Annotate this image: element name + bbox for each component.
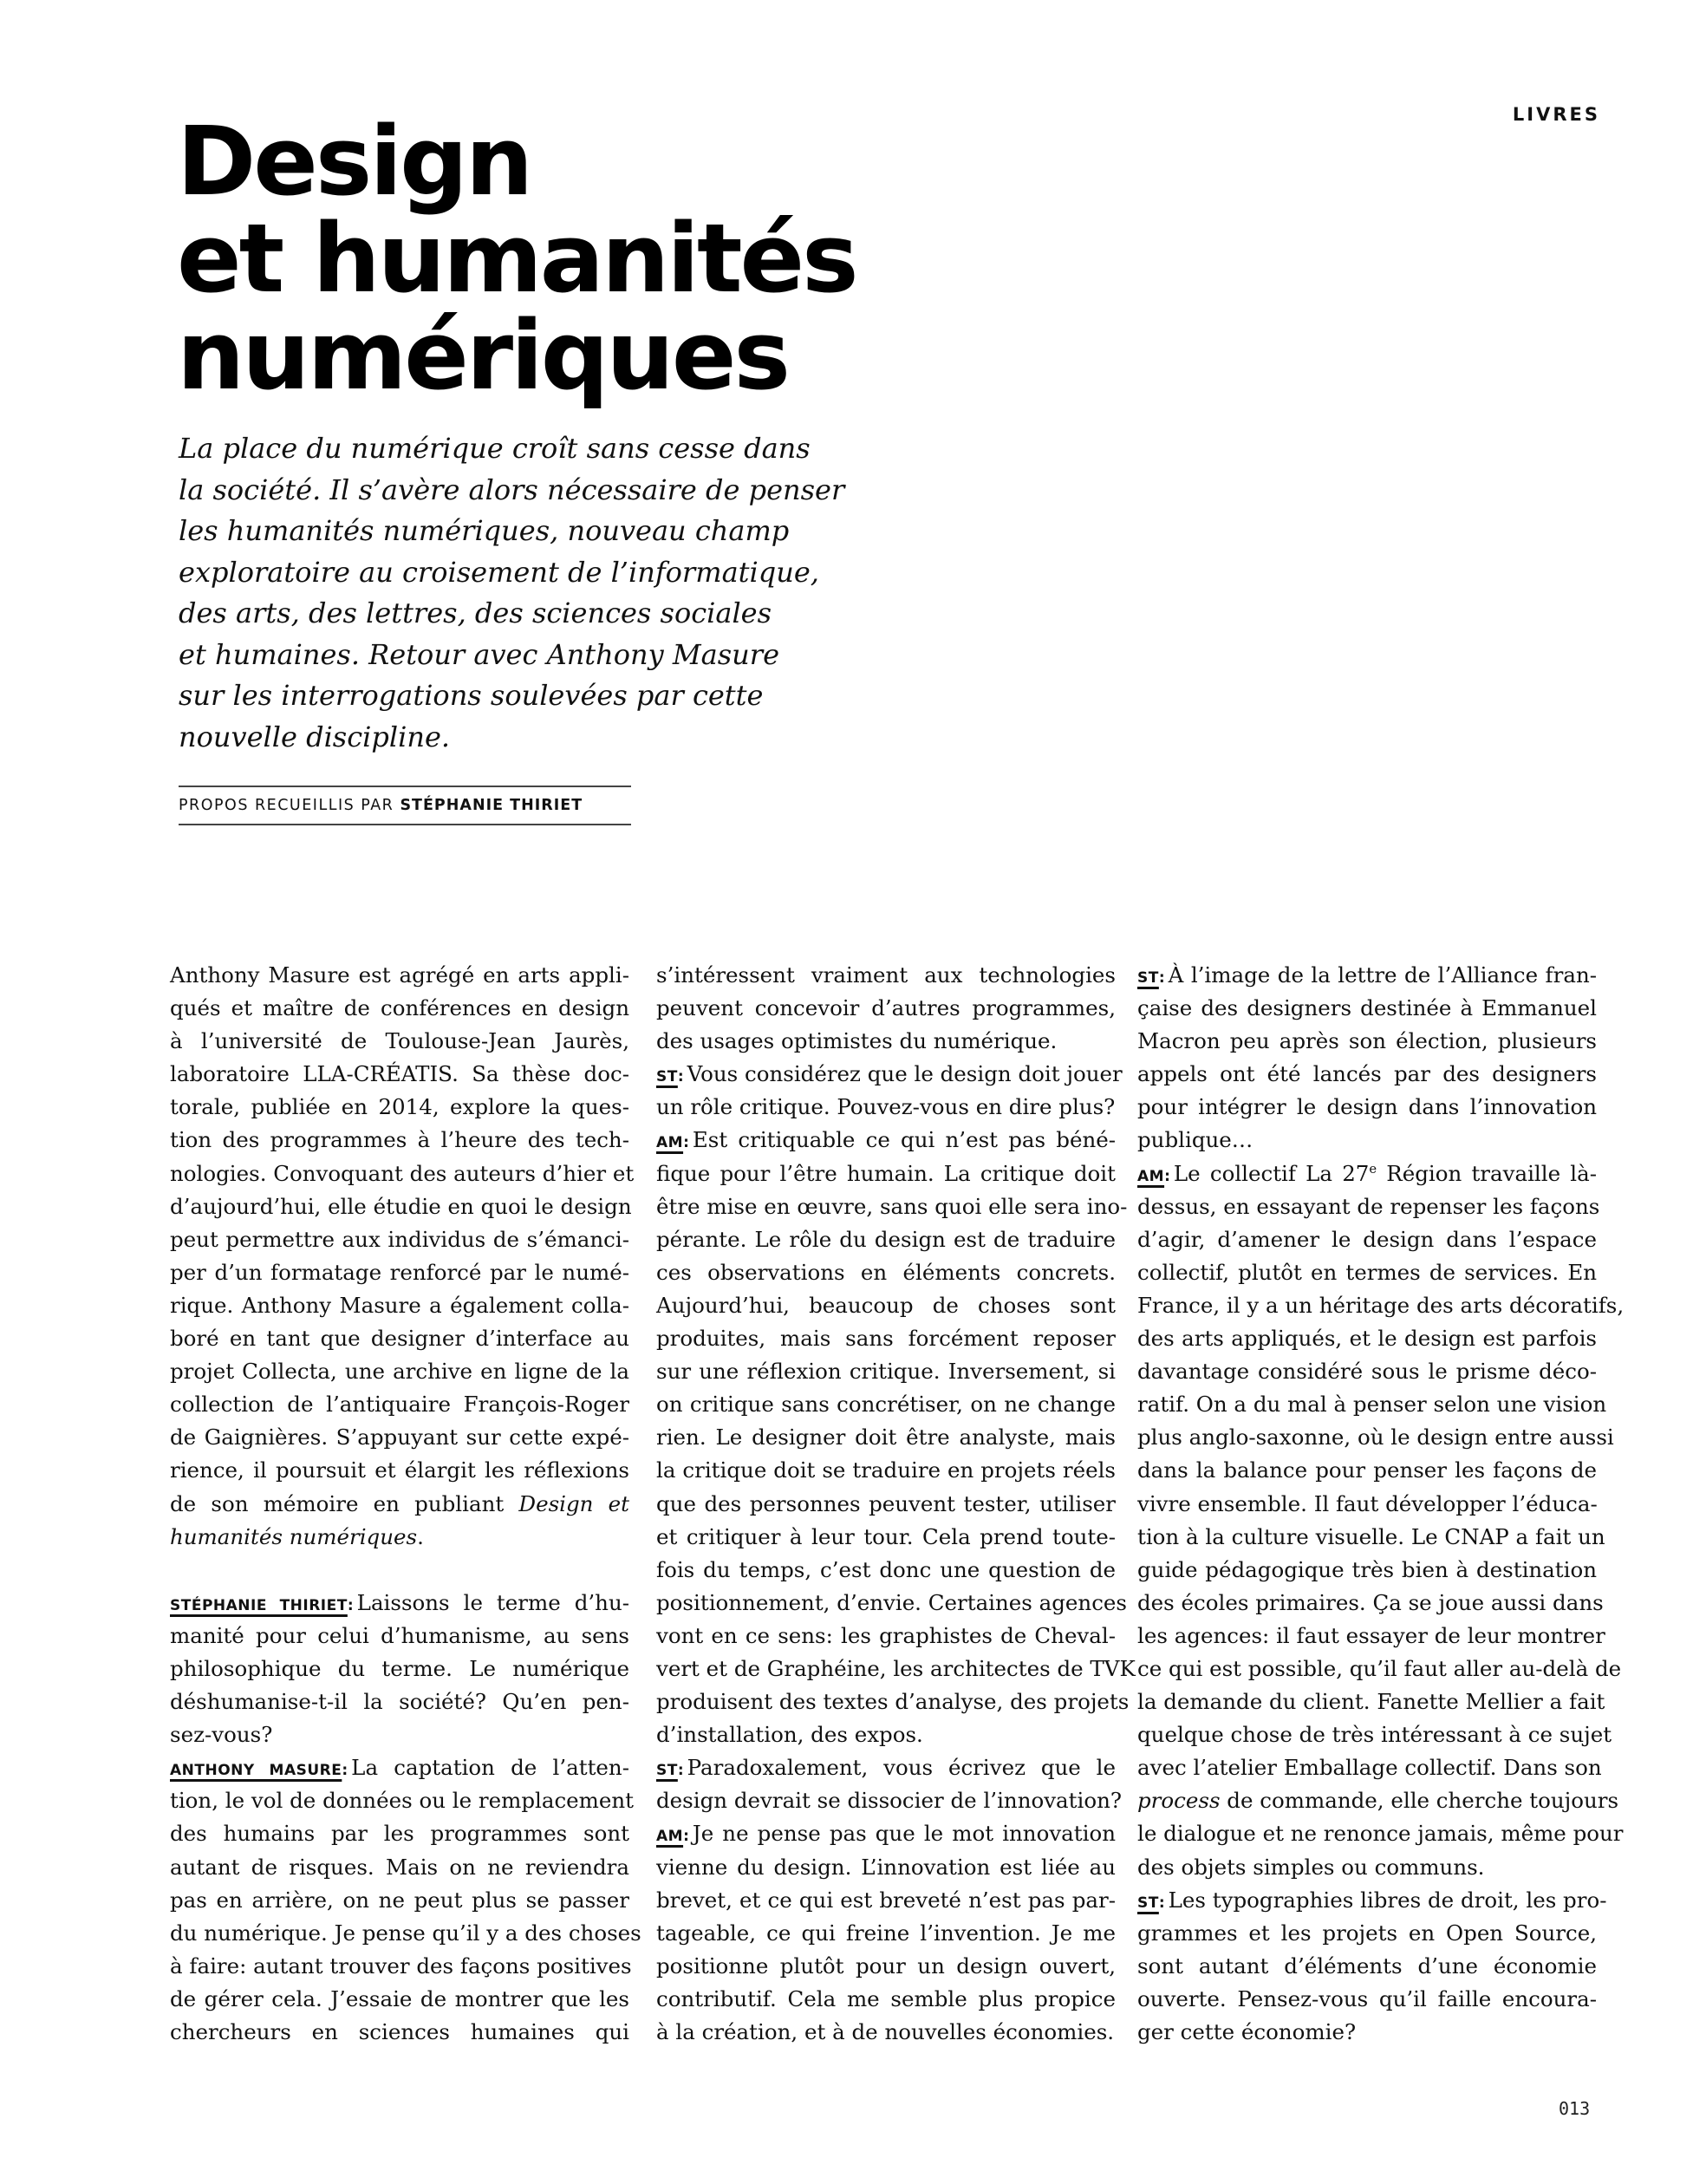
text-line: nologies. Convoquant des auteurs d’hier et: [170, 1160, 635, 1186]
text-line: per d’un formatage renforcé par le numé-: [170, 1259, 629, 1285]
text-line: la critique doit se traduire en projets réels: [656, 1457, 1116, 1483]
question-line: [170, 1587, 629, 1620]
text-line: produisent des textes d’analyse, des projets: [656, 1689, 1130, 1715]
text-line: [170, 1521, 629, 1554]
question-line: [656, 1751, 1116, 1784]
text-line: dessus, en essayant de repenser les façons: [1137, 1193, 1600, 1219]
byline-prefix: PROPOS RECUEILLIS PAR: [179, 797, 394, 814]
book-title-italic: Design et: [518, 1490, 629, 1516]
speaker-label: AM: [656, 1828, 684, 1846]
lead-line: les humanités numériques, nouveau champ: [179, 514, 790, 547]
text-line: brevet, et ce qui est breveté n’est pas par-: [656, 1887, 1116, 1913]
text-line: être mise en œuvre, sans quoi elle sera ino-: [656, 1193, 1128, 1219]
text-line: projet Collecta, une archive en ligne de la: [170, 1359, 629, 1385]
text-line: ce qui est possible, qu’il faut aller au-delà de: [1137, 1655, 1622, 1681]
text-line: vert et de Graphéine, les architectes de TVK: [656, 1655, 1136, 1681]
text-line: dans la balance pour penser les façons de: [1137, 1457, 1597, 1483]
answer-line: [656, 1124, 1116, 1157]
text-line: Anthony Masure est agrégé en arts appli-: [170, 962, 629, 988]
answer-line: [170, 1751, 629, 1784]
paragraph-gap: [170, 1554, 629, 1587]
text-line: des arts appliqués, et le design est parfois: [1137, 1326, 1597, 1352]
speaker-colon: :: [1164, 1167, 1170, 1185]
text-line: France, il y a un héritage des arts décoratifs,: [1137, 1292, 1625, 1318]
text-line: avec l’atelier Emballage collectif. Dans son: [1137, 1755, 1602, 1781]
text-line: boré en tant que designer d’interface au: [170, 1326, 629, 1352]
text-line: vont en ce sens: les graphistes de Cheval-: [656, 1622, 1116, 1648]
speaker-colon: :: [683, 1828, 689, 1846]
text-line: d’installation, des expos.: [656, 1722, 923, 1748]
text-line: des objets simples ou communs.: [1137, 1854, 1485, 1880]
text-line: ratif. On a du mal à penser selon une vision: [1137, 1392, 1607, 1418]
text-line: ger cette économie?: [1137, 2019, 1357, 2044]
text-line: sur une réflexion critique. Inversement, si: [656, 1359, 1116, 1385]
text-line: fois du temps, c’est donc une question de: [656, 1556, 1116, 1582]
text-line: rience, il poursuit et élargit les réflexions: [170, 1457, 629, 1483]
lead-line: nouvelle discipline.: [179, 720, 451, 753]
text-line: rique. Anthony Masure a également colla-: [170, 1292, 629, 1318]
text-fragment: Laissons le terme d’hu-: [356, 1589, 629, 1615]
section-label: LIVRES: [1512, 104, 1600, 125]
answer-line: [656, 1817, 1116, 1850]
speaker-colon: :: [677, 1762, 684, 1780]
text-line: peut permettre aux individus de s’émanci-: [170, 1226, 629, 1252]
text-line: positionnement, d’envie. Certaines agences: [656, 1589, 1128, 1615]
text-line: tageable, ce qui freine l’invention. Je me: [656, 1920, 1116, 1946]
article-lead: [179, 428, 855, 758]
text-line: d’agir, d’amener le design dans l’espace: [1137, 1226, 1597, 1252]
speaker-label: ST: [656, 1068, 678, 1086]
text-line: tion à la culture visuelle. Le CNAP a fait un: [1137, 1523, 1605, 1549]
byline: [179, 786, 631, 825]
text-line: à faire: autant trouver des façons positives: [170, 1953, 632, 1979]
text-line: des écoles primaires. Ça se joue aussi dans: [1137, 1589, 1604, 1615]
text-line: positionne plutôt pour un design ouvert,: [656, 1953, 1116, 1979]
text-line: collection de l’antiquaire François-Roger: [170, 1392, 629, 1418]
text-line: le dialogue et ne renonce jamais, même pour: [1137, 1821, 1624, 1847]
text-line: vivre ensemble. Il faut développer l’éduca-: [1137, 1490, 1598, 1516]
superscript: e: [1369, 1161, 1377, 1177]
text-fragment: Vous considérez que le design doit jouer: [687, 1061, 1123, 1087]
text-line: laboratoire LLA-CRÉATIS. Sa thèse doc-: [170, 1061, 629, 1087]
question-line: [1137, 959, 1597, 992]
text-line: les agences: il faut essayer de leur montrer: [1137, 1622, 1605, 1648]
text-line: manité pour celui d’humanisme, au sens: [170, 1622, 629, 1648]
text-line: vienne du design. L’innovation est liée au: [656, 1854, 1116, 1880]
text-line: sez-vous?: [170, 1722, 273, 1748]
text-fragment: de son mémoire en publiant: [170, 1490, 505, 1516]
text-line: des usages optimistes du numérique.: [656, 1028, 1058, 1054]
lead-line: sur les interrogations soulevées par cette: [179, 679, 764, 712]
text-line: design devrait se dissocier de l’innovation?: [656, 1788, 1123, 1814]
byline-author: STÉPHANIE THIRIET: [400, 797, 583, 814]
speaker-label: AM: [656, 1134, 684, 1152]
text-line: de gérer cela. J’essaie de montrer que les: [170, 1985, 629, 2011]
lead-line: exploratoire au croisement de l’informatique,: [179, 555, 819, 589]
text-line: Aujourd’hui, beaucoup de choses sont: [656, 1292, 1116, 1318]
text-line: torale, publiée en 2014, explore la ques-: [170, 1094, 629, 1120]
text-fragment: de commande, elle cherche toujours: [1220, 1788, 1619, 1814]
text-line: davantage considéré sous le prisme déco-: [1137, 1359, 1597, 1385]
speaker-colon: :: [683, 1134, 689, 1152]
lead-line: des arts, des lettres, des sciences sociales: [179, 597, 772, 629]
lead-line: La place du numérique croît sans cesse dans: [179, 432, 811, 465]
lead-line: et humaines. Retour avec Anthony Masure: [179, 637, 779, 671]
text-line: la demande du client. Fanette Mellier a fait: [1137, 1689, 1605, 1715]
speaker-label: ST: [656, 1762, 678, 1780]
speaker-colon: :: [1158, 1894, 1165, 1912]
text-fragment: Paradoxalement, vous écrivez que le: [687, 1755, 1116, 1781]
body-column-3: [1137, 959, 1625, 2049]
text-line: grammes et les projets en Open Source,: [1137, 1920, 1597, 1946]
title-line: Design: [177, 106, 531, 217]
text-line: appels ont été lancés par des designers: [1137, 1061, 1597, 1087]
text-fragment: Je ne pense pas que le mot innovation: [692, 1821, 1116, 1847]
text-line: ouverte. Pensez-vous qu’il faille encoura-: [1137, 1985, 1597, 2011]
title-line: numériques: [177, 300, 788, 411]
speaker-label: ST: [1137, 969, 1159, 987]
text-line: [170, 1488, 629, 1521]
text-line: et critiquer à leur tour. Cela prend toute-: [656, 1523, 1116, 1549]
text-line: plus anglo-saxonne, où le design entre aussi: [1137, 1424, 1614, 1451]
speaker-colon: :: [677, 1068, 684, 1086]
text-line: pas en arrière, on ne peut plus se passer: [170, 1887, 629, 1913]
title-line: et humanités: [177, 203, 856, 314]
text-line: à l’université de Toulouse-Jean Jaurès,: [170, 1028, 629, 1054]
body-column-2: [656, 959, 1136, 2049]
text-line: contributif. Cela me semble plus propice: [656, 1985, 1116, 2011]
speaker-label: AM: [1137, 1167, 1165, 1185]
italic-term: process: [1137, 1788, 1221, 1814]
text-fragment: À l’image de la lettre de l’Alliance fran-: [1168, 962, 1597, 988]
text-line: Macron peu après son élection, plusieurs: [1137, 1028, 1597, 1054]
text-line: tion des programmes à l’heure des tech-: [170, 1127, 629, 1153]
text-line: çaise des designers destinée à Emmanuel: [1137, 995, 1597, 1021]
text-fragment: .: [417, 1523, 424, 1549]
speaker-colon: :: [347, 1596, 354, 1614]
body-column-1: [170, 959, 641, 2049]
text-line: guide pédagogique très bien à destination: [1137, 1556, 1597, 1582]
text-line: chercheurs en sciences humaines qui: [170, 2019, 629, 2044]
text-line: des humains par les programmes sont: [170, 1821, 629, 1847]
book-title-italic: humanités numériques: [170, 1523, 418, 1549]
lead-line: la société. Il s’avère alors nécessaire de penser: [179, 473, 845, 506]
text-line: tion, le vol de données ou le remplacement: [170, 1788, 635, 1814]
text-line: un rôle critique. Pouvez-vous en dire plus?: [656, 1094, 1116, 1120]
question-line: [1137, 1884, 1607, 1917]
speaker-label: STÉPHANIE THIRIET: [170, 1596, 348, 1614]
text-line: autant de risques. Mais on ne reviendra: [170, 1854, 629, 1880]
speaker-colon: :: [342, 1762, 348, 1780]
text-fragment: La captation de l’atten-: [351, 1755, 629, 1781]
text-line: philosophique du terme. Le numérique: [170, 1655, 629, 1681]
text-line: déshumanise-t-il la société? Qu’en pen-: [170, 1689, 629, 1715]
text-line: produites, mais sans forcément reposer: [656, 1326, 1116, 1352]
text-fragment: Les typographies libres de droit, les pro-: [1168, 1887, 1607, 1913]
page-number: 013: [1559, 2098, 1591, 2119]
text-line: à la création, et à de nouvelles économies.: [656, 2019, 1115, 2044]
text-line: quelque chose de très intéressant à ce sujet: [1137, 1722, 1612, 1748]
text-line: rien. Le designer doit être analyste, mais: [656, 1424, 1116, 1451]
text-line: peuvent concevoir d’autres programmes,: [656, 995, 1116, 1021]
text-line: d’aujourd’hui, elle étudie en quoi le design: [170, 1193, 632, 1219]
text-line: fique pour l’être humain. La critique doit: [656, 1160, 1116, 1186]
speaker-label: ST: [1137, 1894, 1159, 1912]
text-line: qués et maître de conférences en design: [170, 995, 629, 1021]
text-line: sont autant d’éléments d’une économie: [1137, 1953, 1597, 1979]
text-line: pour intégrer le design dans l’innovation: [1137, 1094, 1597, 1120]
text-line: s’intéressent vraiment aux technologies: [656, 962, 1116, 988]
text-line: de Gaignières. S’appuyant sur cette expé-: [170, 1424, 629, 1451]
text-line: pérante. Le rôle du design est de traduire: [656, 1226, 1116, 1252]
text-line: [1137, 1784, 1619, 1817]
speaker-colon: :: [1158, 969, 1165, 987]
text-line: on critique sans concrétiser, on ne change: [656, 1392, 1116, 1418]
text-line: collectif, plutôt en termes de services. En: [1137, 1259, 1597, 1285]
text-line: du numérique. Je pense qu’il y a des choses: [170, 1920, 641, 1946]
text-fragment: Le collectif La 27: [1173, 1160, 1370, 1186]
text-fragment: Région travaille là-: [1377, 1160, 1597, 1186]
text-line: publique…: [1137, 1127, 1253, 1153]
text-fragment: Est critiquable ce qui n’est pas béné-: [692, 1127, 1116, 1153]
text-line: ces observations en éléments concrets.: [656, 1259, 1116, 1285]
speaker-label: ANTHONY MASURE: [170, 1762, 342, 1780]
question-line: [656, 1058, 1123, 1091]
text-line: que des personnes peuvent tester, utiliser: [656, 1490, 1116, 1516]
answer-line: [1137, 1157, 1597, 1190]
article-title: [177, 106, 856, 411]
